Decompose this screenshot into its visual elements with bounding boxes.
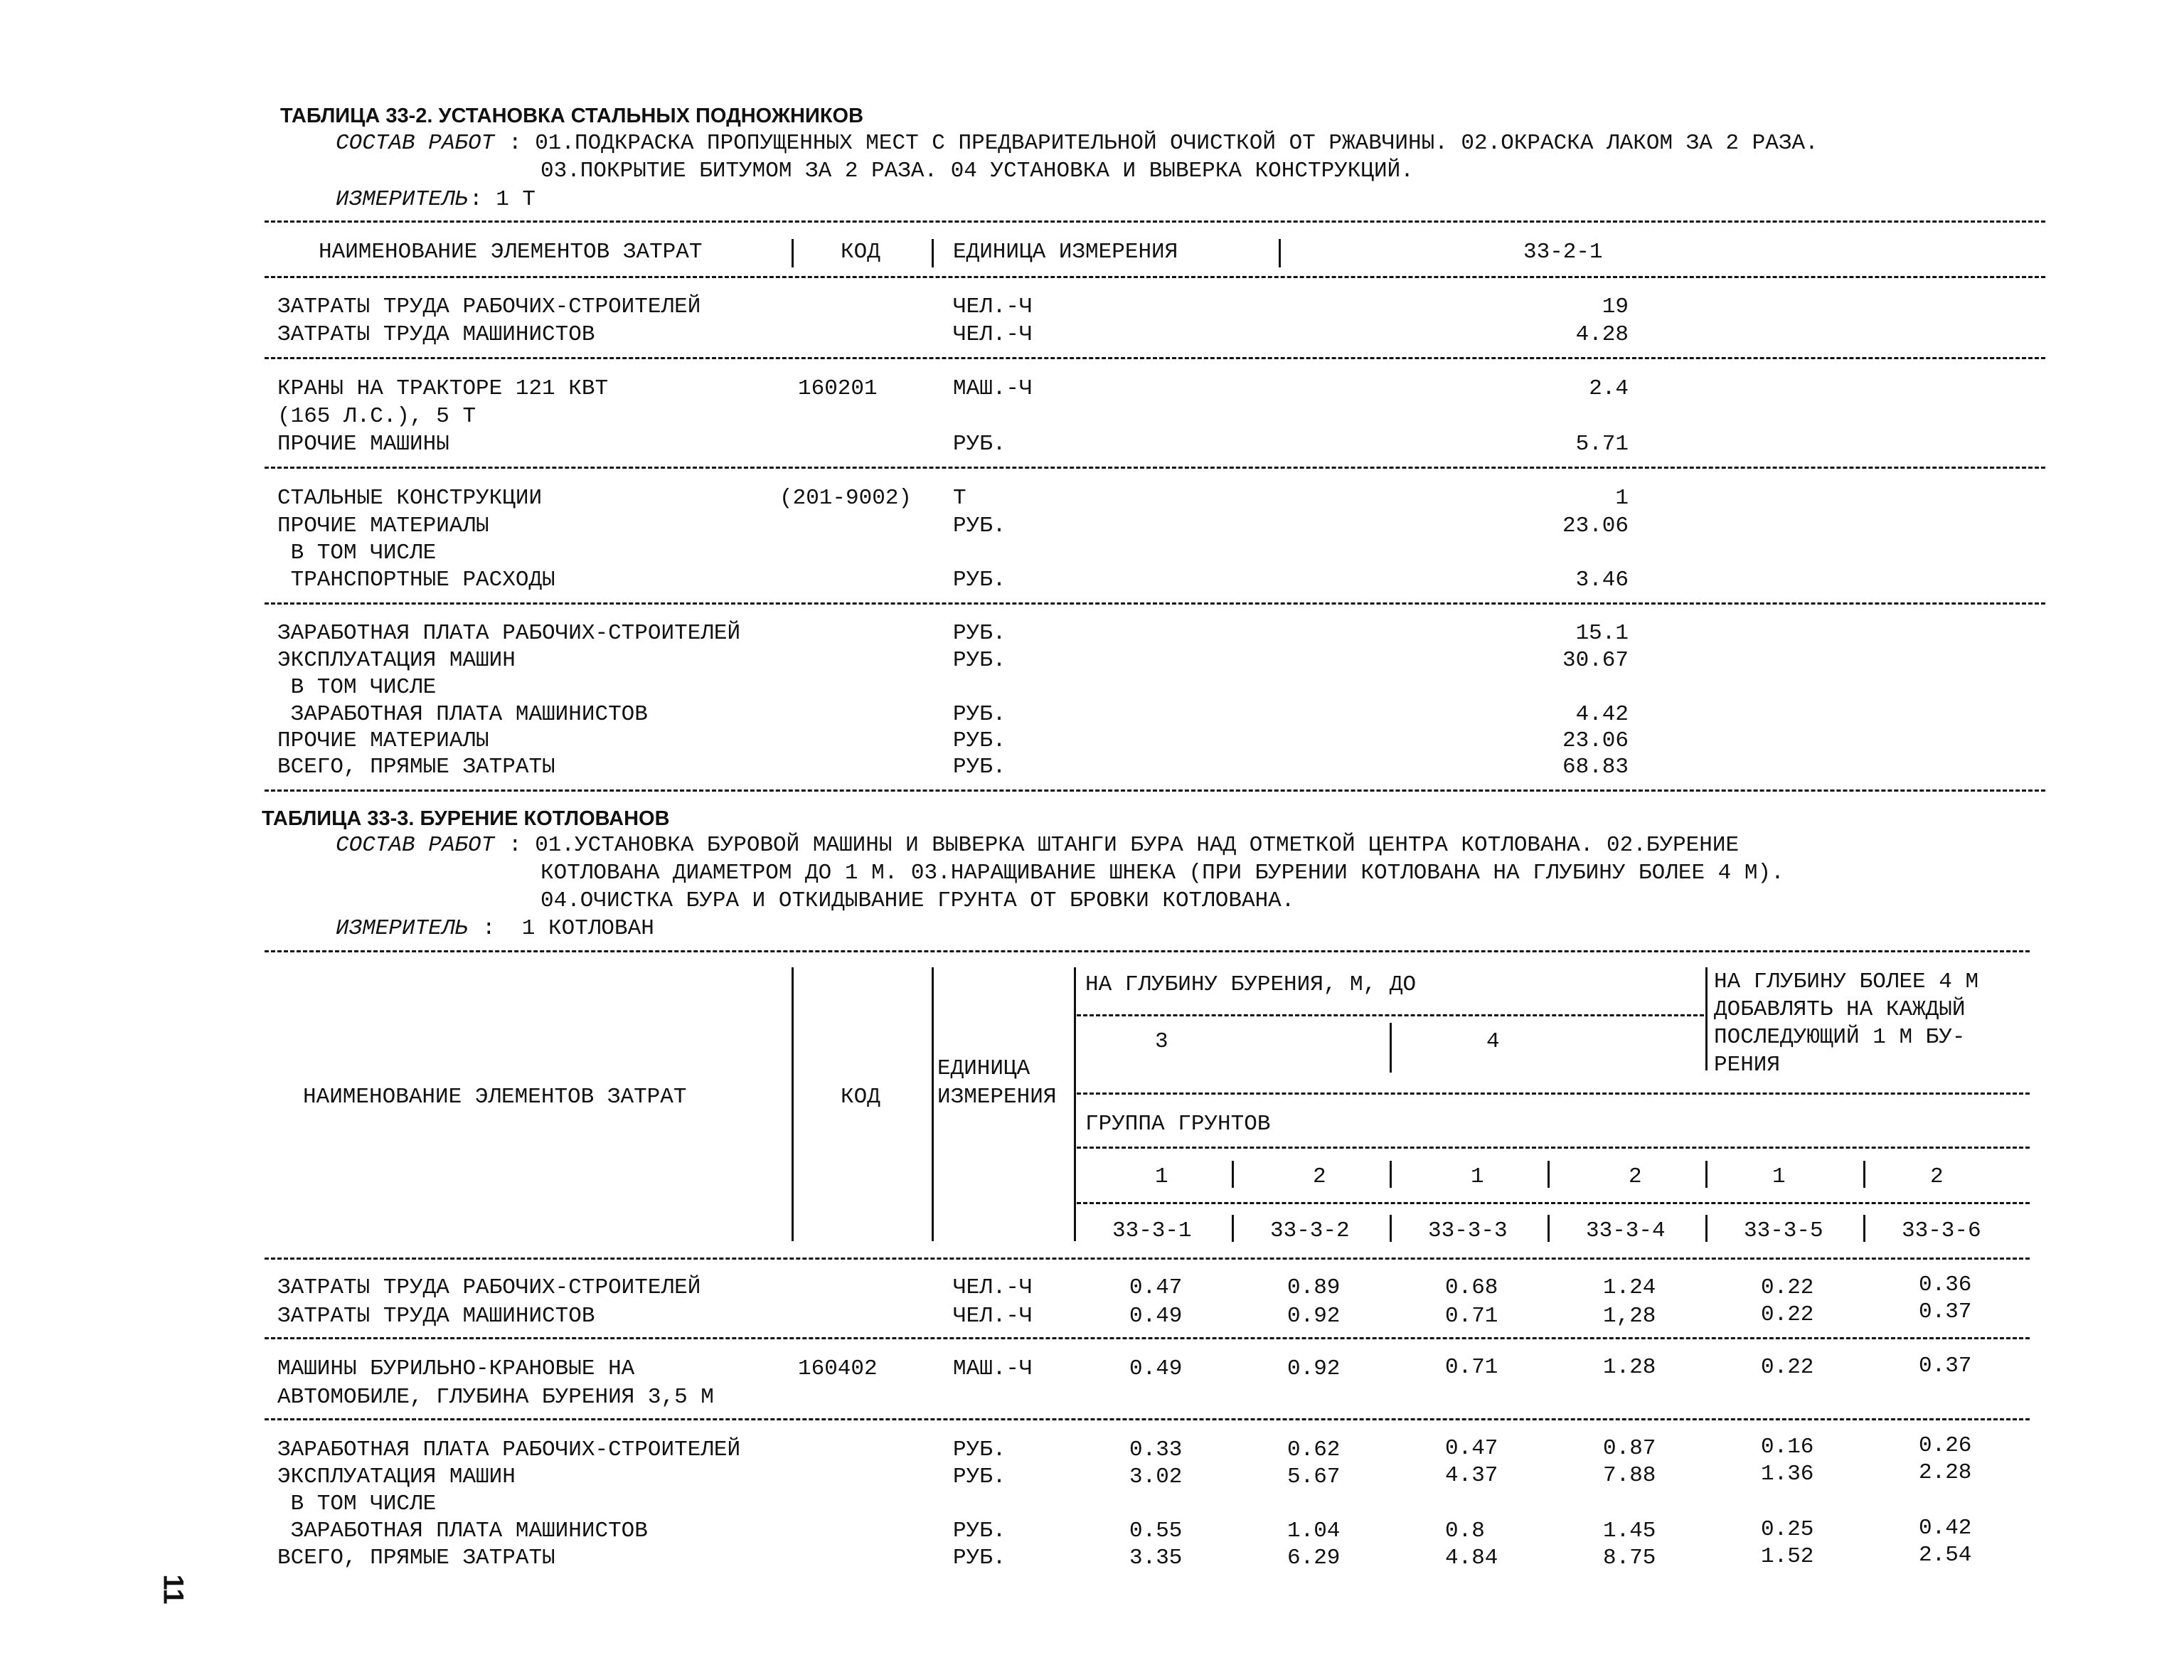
table-cell: 0.16 — [1761, 1435, 1814, 1460]
rule — [265, 1337, 2030, 1339]
table-cell: 4.84 — [1445, 1546, 1498, 1570]
column-code-cell: 33-3-4 — [1586, 1218, 1666, 1243]
t2-header-unit-l2: ИЗМЕРЕНИЯ — [937, 1085, 1057, 1110]
table-row-value: 23.06 — [1562, 728, 1629, 753]
table-cell: 1.04 — [1287, 1519, 1341, 1543]
column-code-cell: 33-3-3 — [1428, 1218, 1508, 1243]
t2-header-soil-group: ГРУППА ГРУНТОВ — [1085, 1112, 1271, 1137]
table-row-unit: РУБ. — [953, 568, 1006, 592]
col-separator — [792, 239, 794, 267]
rule — [265, 467, 2045, 469]
table-row-unit: РУБ. — [953, 1437, 1006, 1462]
table-row-code: (201-9002) — [779, 486, 912, 511]
table-row-value: 23.06 — [1562, 514, 1629, 538]
table-cell: 0.37 — [1919, 1354, 1972, 1378]
col-separator — [1863, 1161, 1865, 1188]
table-cell: 0.49 — [1129, 1304, 1183, 1329]
table-cell: 0.25 — [1761, 1517, 1814, 1542]
col-separator — [1705, 1161, 1708, 1188]
column-code-cell: 33-3-6 — [1902, 1218, 1981, 1243]
table-cell: 0.49 — [1129, 1356, 1183, 1381]
rule — [1077, 1092, 2030, 1095]
rule — [265, 790, 2045, 792]
col-separator — [1390, 1215, 1392, 1242]
table-cell: 0.42 — [1919, 1516, 1972, 1541]
table-row-name: ЗАТРАТЫ ТРУДА МАШИНИСТОВ — [277, 322, 595, 347]
table-row-unit: ЧЕЛ.-Ч — [953, 294, 1033, 319]
table-row-value: 5.71 — [1575, 432, 1629, 457]
t1-izm-label: ИЗМЕРИТЕЛЬ — [336, 187, 469, 212]
table-cell: 0.71 — [1445, 1355, 1498, 1380]
col-separator — [1548, 1215, 1550, 1242]
table-cell: 5.67 — [1287, 1464, 1341, 1489]
t2-header-unit-l1: ЕДИНИЦА — [937, 1056, 1030, 1081]
rule — [265, 220, 2045, 223]
t1-header-unit: ЕДИНИЦА ИЗМЕРЕНИЯ — [953, 240, 1178, 265]
table-row-unit: РУБ. — [953, 1464, 1006, 1489]
table-cell: 0.92 — [1287, 1356, 1341, 1381]
table-row-value: 4.42 — [1575, 702, 1629, 727]
table-row-name: ПРОЧИЕ МАТЕРИАЛЫ — [277, 728, 489, 753]
table-cell: 0.89 — [1287, 1275, 1341, 1300]
table-cell: 0.92 — [1287, 1304, 1341, 1329]
table-cell: 0.36 — [1919, 1272, 1972, 1297]
table-cell: 0.22 — [1761, 1355, 1814, 1380]
table-row-unit: РУБ. — [953, 1519, 1006, 1543]
column-code-cell: 33-3-5 — [1744, 1218, 1823, 1243]
col-separator — [1232, 1215, 1234, 1242]
col-separator — [1074, 967, 1076, 1241]
t1-sostav-line1: : 01.ПОДКРАСКА ПРОПУЩЕННЫХ МЕСТ С ПРЕДВАРИТЕЛЬНОЙ ОЧИСТКОЙ ОТ РЖАВЧИНЫ. 02.ОКРАСКА ЛАКОМ ЗА 2 РАЗА. — [508, 131, 1818, 156]
column-code-cell: 33-3-2 — [1270, 1218, 1350, 1243]
table-row-name: ТРАНСПОРТНЫЕ РАСХОДЫ — [277, 568, 555, 592]
t2-header-depth-group: НА ГЛУБИНУ БУРЕНИЯ, М, ДО — [1085, 972, 1417, 997]
table-row-unit: РУБ. — [953, 432, 1006, 457]
table-row-value: 15.1 — [1575, 621, 1629, 646]
table-cell: 0.33 — [1129, 1437, 1183, 1462]
table-row-unit: РУБ. — [953, 648, 1006, 673]
t1-header-name: НАИМЕНОВАНИЕ ЭЛЕМЕНТОВ ЗАТРАТ — [319, 240, 703, 265]
t2-header-depth4: 4 — [1486, 1029, 1500, 1054]
t1-sostav-label: СОСТАВ РАБОТ — [336, 131, 495, 156]
table-cell: 3.02 — [1129, 1464, 1183, 1489]
rule — [1077, 1202, 2030, 1204]
table-cell: 0.37 — [1919, 1299, 1972, 1324]
table-row-name: ЗАРАБОТНАЯ ПЛАТА МАШИНИСТОВ — [277, 1519, 648, 1543]
rule — [1077, 1014, 1704, 1016]
col-separator — [1232, 1161, 1234, 1188]
table-row-name: ЭКСПЛУАТАЦИЯ МАШИН — [277, 648, 516, 673]
table-cell: 0.47 — [1445, 1436, 1498, 1461]
table-cell: 0.22 — [1761, 1302, 1814, 1327]
col-separator — [1279, 239, 1281, 267]
table-row-name: В ТОМ ЧИСЛЕ — [277, 1492, 437, 1516]
table-row-name: АВТОМОБИЛЕ, ГЛУБИНА БУРЕНИЯ 3,5 М — [277, 1385, 714, 1410]
table-cell: 0.22 — [1761, 1275, 1814, 1300]
table-row-value: 68.83 — [1562, 755, 1629, 780]
table-row-name: ЗАРАБОТНАЯ ПЛАТА РАБОЧИХ-СТРОИТЕЛЕЙ — [277, 621, 741, 646]
soil-group-cell: 1 — [1471, 1164, 1484, 1189]
table-cell: 0.47 — [1129, 1275, 1183, 1300]
table-row-code: 160201 — [798, 376, 878, 401]
table-row-name: СТАЛЬНЫЕ КОНСТРУКЦИИ — [277, 486, 543, 511]
table-row-value: 30.67 — [1562, 648, 1629, 673]
table-row-unit: РУБ. — [953, 514, 1006, 538]
table-row-name: (165 Л.С.), 5 Т — [277, 404, 476, 429]
table-cell: 0.62 — [1287, 1437, 1341, 1462]
table-row-name: КРАНЫ НА ТРАКТОРЕ 121 КВТ — [277, 376, 609, 401]
table-row-unit: МАШ.-Ч — [953, 1356, 1033, 1381]
table-cell: 4.37 — [1445, 1463, 1498, 1488]
t2-header-more-l2: ДОБАВЛЯТЬ НА КАЖДЫЙ — [1714, 997, 1966, 1022]
table-cell: 1.52 — [1761, 1544, 1814, 1569]
table-cell: 7.88 — [1603, 1463, 1656, 1488]
col-separator — [1390, 1161, 1392, 1188]
table-row-name: ЗАТРАТЫ ТРУДА МАШИНИСТОВ — [277, 1304, 595, 1329]
soil-group-cell: 1 — [1155, 1164, 1168, 1189]
table-cell: 8.75 — [1603, 1546, 1656, 1570]
table-cell: 1.28 — [1603, 1355, 1656, 1380]
table-row-unit: РУБ. — [953, 702, 1006, 727]
t1-header-code: КОД — [841, 240, 880, 265]
col-separator — [932, 239, 934, 267]
rule — [265, 1418, 2030, 1420]
table-row-name: ВСЕГО, ПРЯМЫЕ ЗАТРАТЫ — [277, 755, 555, 780]
t2-header-name: НАИМЕНОВАНИЕ ЭЛЕМЕНТОВ ЗАТРАТ — [303, 1085, 687, 1110]
soil-group-cell: 1 — [1772, 1164, 1786, 1189]
rule — [265, 950, 2030, 952]
table-cell: 3.35 — [1129, 1546, 1183, 1570]
col-separator — [1390, 1023, 1392, 1073]
table-33-3-title: ТАБЛИЦА 33-3. БУРЕНИЕ КОТЛОВАНОВ — [262, 807, 670, 830]
col-separator — [792, 967, 794, 1241]
table-row-value: 4.28 — [1575, 322, 1629, 347]
column-code-cell: 33-3-1 — [1112, 1218, 1192, 1243]
table-cell: 1,28 — [1603, 1304, 1656, 1329]
t1-izm-value: : 1 Т — [469, 187, 536, 212]
table-row-unit: ЧЕЛ.-Ч — [953, 1275, 1033, 1300]
col-separator — [1548, 1161, 1550, 1188]
rule — [265, 1258, 2030, 1260]
table-row-value: 1 — [1615, 486, 1629, 511]
col-separator — [1863, 1215, 1865, 1242]
table-row-name: ЗАТРАТЫ ТРУДА РАБОЧИХ-СТРОИТЕЛЕЙ — [277, 1275, 701, 1300]
table-row-name: В ТОМ ЧИСЛЕ — [277, 675, 437, 700]
table-row-name: ЗАРАБОТНАЯ ПЛАТА МАШИНИСТОВ — [277, 702, 648, 727]
soil-group-cell: 2 — [1930, 1164, 1944, 1189]
table-row-unit: РУБ. — [953, 621, 1006, 646]
t2-sostav-label: СОСТАВ РАБОТ — [336, 833, 495, 858]
t2-header-code: КОД — [841, 1085, 880, 1110]
table-cell: 6.29 — [1287, 1546, 1341, 1570]
table-cell: 0.71 — [1445, 1304, 1498, 1329]
t1-header-col: 33-2-1 — [1523, 240, 1603, 265]
soil-group-cell: 2 — [1629, 1164, 1642, 1189]
table-row-unit: ЧЕЛ.-Ч — [953, 322, 1033, 347]
table-row-name: В ТОМ ЧИСЛЕ — [277, 541, 437, 565]
rule — [265, 357, 2045, 359]
table-row-name: ВСЕГО, ПРЯМЫЕ ЗАТРАТЫ — [277, 1546, 555, 1570]
table-cell: 2.28 — [1919, 1460, 1972, 1485]
table-row-unit: ЧЕЛ.-Ч — [953, 1304, 1033, 1329]
col-separator — [932, 967, 934, 1241]
table-row-unit: РУБ. — [953, 728, 1006, 753]
table-row-name: ПРОЧИЕ МАШИНЫ — [277, 432, 449, 457]
table-cell: 0.55 — [1129, 1519, 1183, 1543]
rule — [265, 602, 2045, 605]
table-row-name: ЗАТРАТЫ ТРУДА РАБОЧИХ-СТРОИТЕЛЕЙ — [277, 294, 701, 319]
table-cell: 1.45 — [1603, 1519, 1656, 1543]
table-cell: 0.26 — [1919, 1433, 1972, 1458]
table-33-2-title: ТАБЛИЦА 33-2. УСТАНОВКА СТАЛЬНЫХ ПОДНОЖНИКОВ — [280, 105, 864, 127]
table-row-name: ЭКСПЛУАТАЦИЯ МАШИН — [277, 1464, 516, 1489]
table-row-value: 3.46 — [1575, 568, 1629, 592]
table-row-unit: МАШ.-Ч — [953, 376, 1033, 401]
table-row-name: МАШИНЫ БУРИЛЬНО-КРАНОВЫЕ НА — [277, 1356, 635, 1381]
t2-header-more-l1: НА ГЛУБИНУ БОЛЕЕ 4 М — [1714, 969, 1979, 994]
table-row-unit: Т — [953, 486, 966, 511]
t2-header-more-l4: РЕНИЯ — [1714, 1053, 1781, 1078]
table-row-name: ЗАРАБОТНАЯ ПЛАТА РАБОЧИХ-СТРОИТЕЛЕЙ — [277, 1437, 741, 1462]
t2-sostav-line1: : 01.УСТАНОВКА БУРОВОЙ МАШИНЫ И ВЫВЕРКА ШТАНГИ БУРА НАД ОТМЕТКОЙ ЦЕНТРА КОТЛОВАНА. 02.БУРЕНИЕ — [508, 833, 1740, 858]
t2-header-more-l3: ПОСЛЕДУЮЩИЙ 1 М БУ- — [1714, 1025, 1966, 1050]
t2-izm-value: : 1 КОТЛОВАН — [482, 916, 654, 941]
table-cell: 0.87 — [1603, 1436, 1656, 1461]
col-separator — [1705, 1215, 1708, 1242]
table-row-value: 2.4 — [1589, 376, 1629, 401]
table-cell: 0.8 — [1445, 1519, 1485, 1543]
rule — [1077, 1147, 2030, 1149]
rule — [265, 276, 2045, 278]
t1-sostav-line2: 03.ПОКРЫТИЕ БИТУМОМ ЗА 2 РАЗА. 04 УСТАНОВКА И ВЫВЕРКА КОНСТРУКЦИЙ. — [540, 159, 1414, 184]
table-row-name: ПРОЧИЕ МАТЕРИАЛЫ — [277, 514, 489, 538]
table-cell: 0.68 — [1445, 1275, 1498, 1300]
table-cell: 1.24 — [1603, 1275, 1656, 1300]
table-row-value: 19 — [1602, 294, 1629, 319]
soil-group-cell: 2 — [1313, 1164, 1326, 1189]
table-row-unit: РУБ. — [953, 755, 1006, 780]
t2-sostav-line2: КОТЛОВАНА ДИАМЕТРОМ ДО 1 М. 03.НАРАЩИВАНИЕ ШНЕКА (ПРИ БУРЕНИИ КОТЛОВАНА НА ГЛУБИНУ БОЛЕЕ 4 М). — [540, 861, 1784, 886]
table-cell: 2.54 — [1919, 1543, 1972, 1568]
page-number: 11 — [157, 1574, 189, 1605]
col-separator — [1705, 967, 1708, 1070]
table-row-code: 160402 — [798, 1356, 878, 1381]
table-cell: 1.36 — [1761, 1462, 1814, 1487]
t2-izm-label: ИЗМЕРИТЕЛЬ — [336, 916, 469, 941]
t2-sostav-line3: 04.ОЧИСТКА БУРА И ОТКИДЫВАНИЕ ГРУНТА ОТ БРОВКИ КОТЛОВАНА. — [540, 888, 1295, 913]
t2-header-depth3: 3 — [1155, 1029, 1168, 1054]
table-row-unit: РУБ. — [953, 1546, 1006, 1570]
